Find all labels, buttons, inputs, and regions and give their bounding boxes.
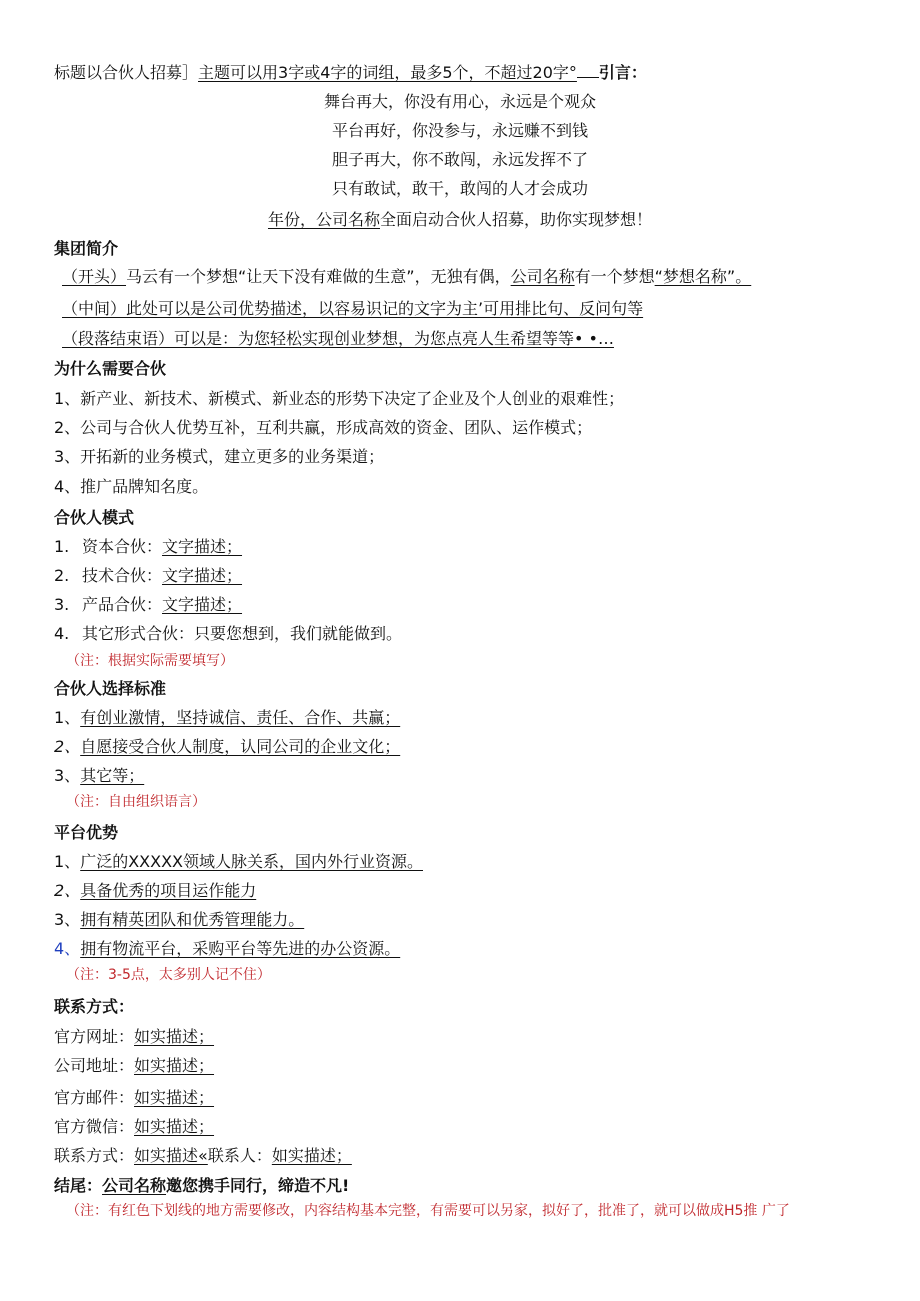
list-item: 3、拥有精英团队和优秀管理能力。 (54, 910, 305, 929)
list-item: 2、自愿接受合伙人制度，认同公司的企业文化； (54, 737, 401, 756)
quote-line: 胆子再大，你不敢闯，永远发挥不了 (331, 150, 588, 169)
list-item: 2. 技术合伙：文字描述； (54, 566, 243, 585)
contact-row: 官方网址：如实描述； (54, 1027, 215, 1046)
note-modes: （注：根据实际需要填写） (66, 653, 234, 669)
slogan-text: 全面启动合伙人招募，助你实现梦想！ (380, 210, 653, 229)
list-item: 4、推广品牌知名度。 (54, 477, 209, 496)
section-heading-criteria: 合伙人选择标准 (54, 679, 167, 698)
list-item: 2、具备优秀的项目运作能力 (54, 881, 257, 900)
intro-middle: （中间）此处可以是公司优势描述，以容易识记的文字为主’可用排比句、反问句等 (62, 299, 644, 318)
contact-row: 公司地址：如实描述； (54, 1056, 215, 1075)
list-item: 1、广泛的XXXXX领域人脉关系，国内外行业资源。 (54, 852, 423, 871)
intro-opening: （开头）马云有一个梦想“让天下没有难做的生意”，无独有偶，公司名称有一个梦想“梦想名称”。 (62, 267, 752, 286)
quote-label: 引言： (598, 63, 647, 82)
section-heading-contact: 联系方式： (54, 997, 135, 1016)
list-item: 1、新产业、新技术、新模式、新业态的形势下决定了企业及个人创业的艰难性； (54, 389, 625, 408)
header-line (54, 62, 647, 84)
quote-line: 舞台再大，你没有用心，永远是个观众 (323, 92, 596, 111)
list-item: 1. 资本合伙：文字描述； (54, 537, 243, 556)
section-heading-advantages: 平台优势 (54, 823, 119, 842)
list-item: 2、公司与合伙人优势互补，互利共赢，形成高效的资金、团队、运作模式； (54, 418, 593, 437)
list-item: 3、其它等； (54, 766, 145, 785)
topic-instruction: 主题可以用3字或4字的词组，最多5个，不超过20字° (198, 63, 577, 82)
slogan-year-company: 年份，公司名称 (267, 210, 380, 229)
note-criteria: （注：自由组织语言） (66, 794, 206, 810)
ending-line: 结尾：公司名称邀您携手同行，缔造不凡! (54, 1176, 350, 1195)
list-item: 3. 产品合伙：文字描述； (54, 595, 243, 614)
contact-row: 官方微信：如实描述； (54, 1117, 215, 1136)
intro-ending: （段落结束语）可以是：为您轻松实现创业梦想，为您点亮人生希望等等• •… (62, 329, 614, 348)
quote-line: 只有敢试，敢干，敢闯的人才会成功 (331, 179, 588, 198)
list-item: 4. 其它形式合伙：只要您想到，我们就能做到。 (54, 624, 403, 643)
contact-row: 联系方式：如实描述«联系人：如实描述； (54, 1146, 352, 1165)
list-item: 3、开拓新的业务模式，建立更多的业务渠道； (54, 447, 385, 466)
note-advantages: （注：3-5点，太多别人记不住） (66, 967, 271, 983)
list-item: 4、拥有物流平台，采购平台等先进的办公资源。 (54, 939, 401, 958)
contact-row: 官方邮件：如实描述； (54, 1088, 215, 1107)
title-prefix: 标题以合伙人招募］ (54, 63, 199, 82)
ending-company: 公司名称 (102, 1176, 167, 1195)
section-heading-why: 为什么需要合伙 (54, 359, 167, 378)
slogan (0, 209, 920, 231)
section-heading-intro: 集团简介 (54, 239, 119, 258)
note-ending: （注：有红色下划线的地方需要修改，内容结构基本完整，有需要可以另家，拟好了，批准了，就可以做成H5推 广了 (66, 1203, 790, 1219)
list-item: 1、有创业激情，坚持诚信、责任、合作、共赢； (54, 708, 401, 727)
section-heading-modes: 合伙人模式 (54, 508, 135, 527)
quote-line: 平台再好，你没参与，永远赚不到钱 (331, 121, 588, 140)
